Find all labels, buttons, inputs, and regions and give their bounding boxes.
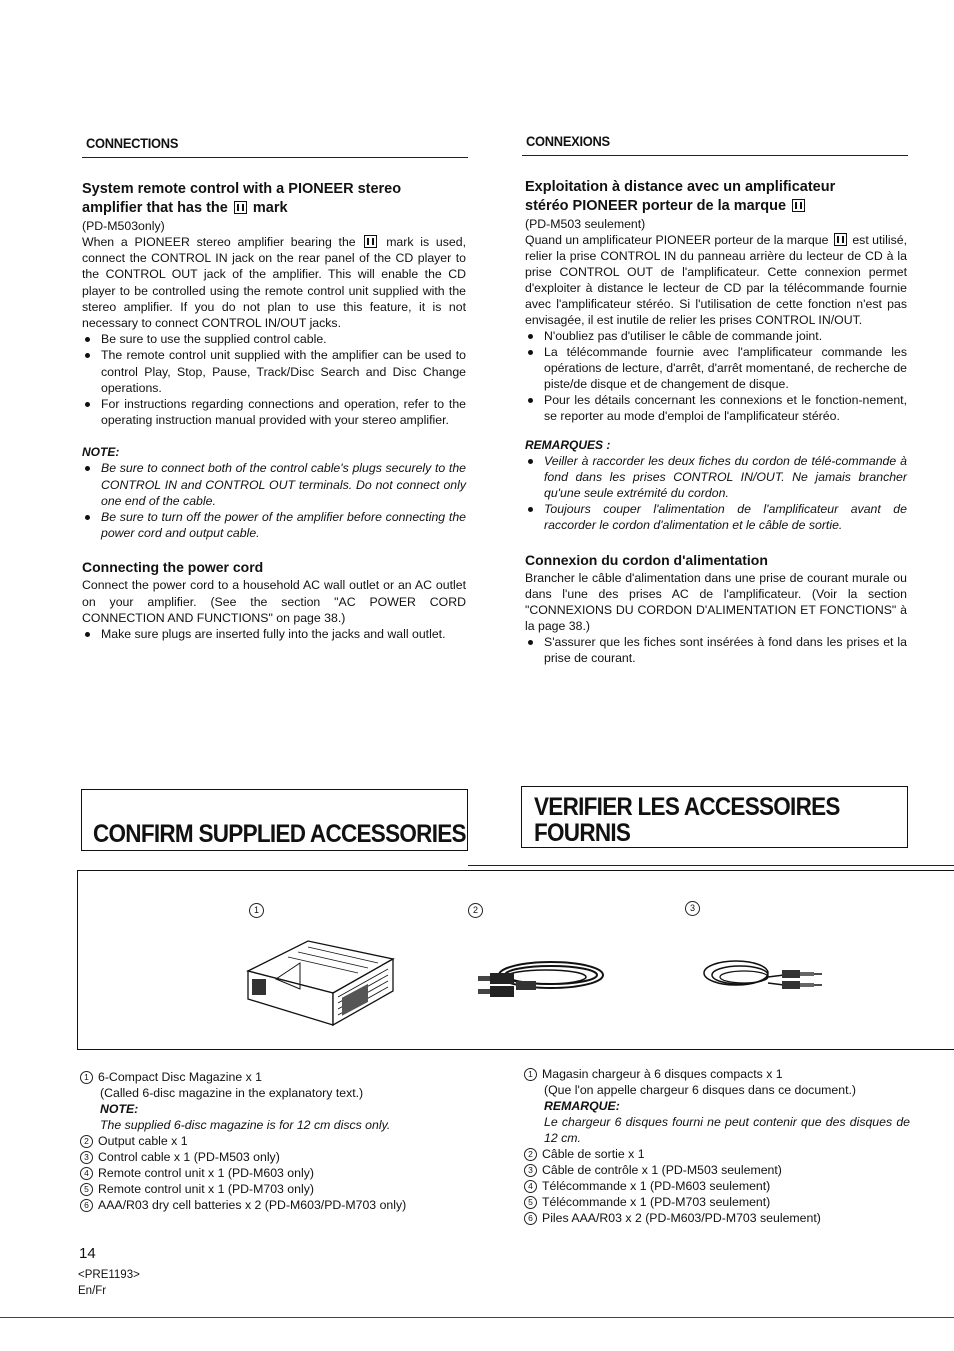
system-remote-body-fr [525,232,907,328]
item-text: 6-Compact Disc Magazine x 1 [98,1070,263,1084]
english-column [82,180,466,642]
number-badge: 3 [80,1151,93,1164]
note-label: REMARQUE: [544,1099,620,1113]
divider [82,157,468,158]
number-badge: 5 [80,1183,93,1196]
item-text: Câble de contrôle x 1 (PD-M503 seulement) [542,1163,782,1177]
number-badge: 5 [524,1196,537,1209]
note-item: Be sure to connect both of the control cable's plugs securely to the CONTROL IN and CONTROL OUT terminals. Do not connect only one end of the cable. [82,460,466,509]
list-item [524,1146,910,1162]
section-header-connections: CONNECTIONS [86,135,179,151]
list-item: S'assurer que les fiches sont insérées à fond dans les prises et la prise de courant. [525,634,907,666]
system-remote-mark-icon [364,235,377,248]
power-cord-body-fr: Brancher le câble d'alimentation dans une prise de courant murale ou dans l'une des prises AC de l'amplificateur. (Voir la section "CONNEXIONS DU CORDON D'ALIMENTATION ET FONCTIONS" à la page 38.) [525,571,907,633]
figure-label: 1 [249,903,264,918]
list-item: Pour les détails concernant les connexions et le fonction-nement, se reporter au mode d'emploi de l'amplificateur stéréo. [525,392,907,424]
system-remote-body [82,234,466,331]
output-cable-illustration [476,953,611,1013]
confirm-accessories-box [81,789,468,851]
item-text: Control cable x 1 (PD-M503 only) [98,1150,280,1164]
system-remote-mark-icon [792,199,805,212]
system-remote-mark-icon [234,201,247,214]
system-remote-mark-icon [834,233,847,246]
model-note: (PD-M503only) [82,219,165,233]
language-code: En/Fr [78,1285,107,1297]
list-item [80,1149,406,1165]
number-badge: 1 [524,1068,537,1081]
list-item: Be sure to use the supplied control cable. [82,331,466,347]
note-text: The supplied 6-disc magazine is for 12 cm discs only. [100,1118,391,1132]
power-cord-title: Connecting the power cord [82,559,264,576]
note-item: Veiller à raccorder les deux fiches du cordon de télé-commande à fond dans les prises CONTROL IN/OUT. Ne jamais brancher qu'une seule extrémité du cordon. [525,453,907,501]
number-badge: 4 [80,1167,93,1180]
system-remote-title [82,180,466,218]
note-item: Toujours couper l'alimentation de l'amplificateur avant de raccorder le cordon d'alimentation et le câble de sortie. [525,501,907,533]
list-item: Make sure plugs are inserted fully into the jacks and wall outlet. [82,626,466,642]
divider [522,155,908,156]
document-code: <PRE1193> [78,1269,140,1281]
list-item [80,1133,406,1149]
title-line-2: amplifier that has the [82,200,228,216]
list-item [80,1165,406,1181]
title-line-1: VERIFIER LES ACCESSOIRES [534,793,840,821]
item-text: Remote control unit x 1 (PD-M603 only) [98,1166,314,1180]
item-text: AAA/R03 dry cell batteries x 2 (PD-M603/PD-M703 only) [98,1198,407,1212]
page-number: 14 [79,1245,96,1262]
list-item [80,1197,406,1213]
divider [0,1317,954,1318]
note-label: NOTE: [100,1102,139,1116]
item-text: Piles AAA/R03 x 2 (PD-M603/PD-M703 seulement) [542,1211,821,1225]
list-item: (Que l'on appelle chargeur 6 disques dans ce document.) [544,1083,857,1097]
list-item [80,1069,406,1085]
power-cord-title-fr: Connexion du cordon d'alimentation [525,552,768,568]
accessories-figure [77,870,954,1050]
list-item: (Called 6-disc magazine in the explanatory text.) [100,1086,364,1100]
note-item: Be sure to turn off the power of the amplifier before connecting the power cord and output cable. [82,509,466,541]
note-text: Le chargeur 6 disques fourni ne peut contenir que des disques de 12 cm. [544,1115,910,1145]
number-badge: 6 [80,1199,93,1212]
list-item [524,1210,910,1226]
disc-magazine-illustration [238,933,398,1029]
number-badge: 2 [80,1135,93,1148]
control-cable-illustration [698,955,828,1000]
item-text: Output cable x 1 [98,1134,188,1148]
title-line-1: System remote control with a PIONEER stereo [82,181,402,197]
figure-label: 2 [468,903,483,918]
title-line-2: FOURNIS [534,819,631,847]
title-line-3: mark [252,200,288,216]
title-line-2: stéréo PIONEER porteur de la marque [525,198,787,214]
body-part-b: mark is used, connect the CONTROL IN jack on the rear panel of the CD player to the CONTROL OUT jack of the amplifier. This will enable the CD player to be controlled using the remote control unit supplied with the stereo amplifier. If you do not plan to use this feature, it is not necessary to connect CONTROL IN/OUT jacks. [82,235,466,331]
item-text: Télécommande x 1 (PD-M703 seulement) [542,1195,771,1209]
list-item [524,1194,910,1210]
item-text: Télécommande x 1 (PD-M603 seulement) [542,1179,771,1193]
number-badge: 6 [524,1212,537,1225]
note-label: REMARQUES : [525,438,611,452]
verifier-accessoires-box [521,786,908,848]
number-badge: 3 [524,1164,537,1177]
number-badge: 1 [80,1071,93,1084]
body-part-b: est utilisé, relier la prise CONTROL IN du panneau arrière du lecteur de CD à la prise CONTROL OUT de l'amplificateur. Cette connexion permet d'exploiter à distance le lecteur de CD par la télécommande fournie avec l'amplificateur stéréo. Si l'utilisation de cette fonction n'est pas envisagée, il est inutile de relier les prises CONTROL IN/OUT. [525,233,908,327]
confirm-accessories-title: CONFIRM SUPPLIED ACCESSORIES [93,820,466,848]
verifier-accessoires-title [534,794,840,846]
list-item [524,1162,910,1178]
section-header-connexions: CONNEXIONS [526,133,610,149]
item-text: Magasin chargeur à 6 disques compacts x 1 [542,1067,783,1081]
power-cord-body: Connect the power cord to a household AC wall outlet or an AC outlet on your amplifier. (See the section "AC POWER CORD CONNECTION AND FUNCTIONS" on page 38.) [82,578,466,625]
model-note: (PD-M503 seulement) [525,217,646,231]
body-part-a: Quand un amplificateur PIONEER porteur de la marque [525,233,829,247]
number-badge: 4 [524,1180,537,1193]
list-item: For instructions regarding connections and operation, refer to the operating instruction manual provided with your stereo amplifier. [82,396,466,428]
list-item: La télécommande fournie avec l'amplificateur commande les opérations de lecture, d'arrêt, d'arrêt momentané, de recherche de piste/de disque et de changement de disque. [525,344,907,392]
note-label: NOTE: [82,445,120,460]
list-item [524,1066,910,1082]
french-accessories-list [524,1066,910,1226]
list-item: The remote control unit supplied with the amplifier can be used to control Play, Stop, Pause, Track/Disc Search and Disc Change operations. [82,347,466,396]
figure-label: 3 [685,901,700,916]
system-remote-title-fr [525,178,907,216]
list-item [524,1178,910,1194]
list-item: N'oubliez pas d'utiliser le câble de commande joint. [525,328,907,344]
french-column [525,178,907,666]
number-badge: 2 [524,1148,537,1161]
divider [468,865,954,866]
body-part-a: When a PIONEER stereo amplifier bearing the [82,235,356,249]
item-text: Remote control unit x 1 (PD-M703 only) [98,1182,314,1196]
english-accessories-list [80,1069,406,1213]
list-item [80,1181,406,1197]
item-text: Câble de sortie x 1 [542,1147,645,1161]
title-line-1: Exploitation à distance avec un amplificateur [525,179,836,195]
